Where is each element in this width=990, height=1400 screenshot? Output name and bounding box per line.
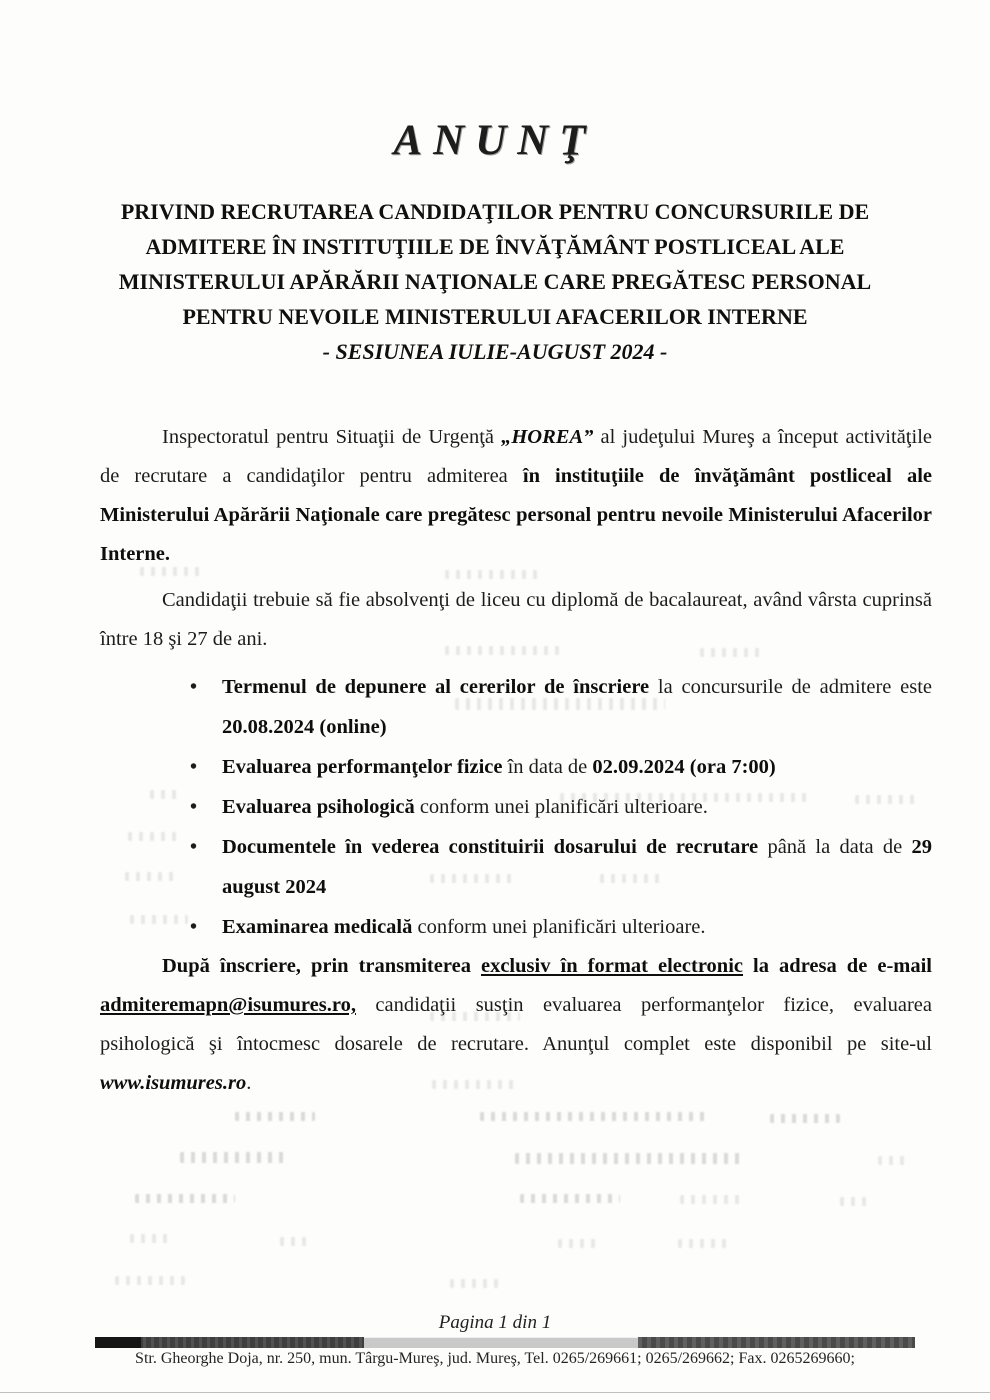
bullet-icon: • [190, 836, 198, 858]
exam-date: 02.09.2024 (ora 7:00) [592, 756, 776, 778]
text-run: al judeţului Mureş a început activităţile de recrutare a candidaţilor pentru admiterea [100, 426, 932, 487]
bleed-through-artifact [280, 1237, 310, 1246]
text-run: Inspectoratul pentru Situaţii de Urgenţă [162, 426, 502, 448]
bullet-item [190, 907, 932, 947]
bullet-icon: • [190, 916, 198, 938]
bleed-through-artifact [445, 570, 540, 579]
text-run: la concursurile de admitere este [649, 676, 932, 698]
bleed-through-artifact [432, 1080, 520, 1089]
bleed-through-artifact [855, 795, 915, 804]
bleed-through-artifact [558, 1239, 600, 1248]
bullet-item [190, 747, 932, 787]
electronic-format-emphasis: exclusiv în format electronic [480, 955, 744, 977]
footer-address: Str. Gheorghe Doja, nr. 250, mun. Târgu-Mureş, jud. Mureş, Tel. 0265/269661; 0265/269662; Fax. 0265269660; [135, 1350, 855, 1367]
bleed-through-artifact [770, 1114, 840, 1123]
document-body [100, 418, 932, 1103]
bleed-through-artifact [480, 1112, 710, 1121]
document-title: ANUNŢ [393, 117, 597, 164]
separator-bar [95, 1337, 915, 1348]
text-run-bold: Documentele în vederea constituirii dosarului de recrutare [222, 836, 759, 858]
bullet-icon: • [190, 796, 198, 818]
bleed-through-artifact [130, 1234, 172, 1243]
email-address: admiteremapn@isumures.ro, [100, 994, 356, 1016]
bleed-through-artifact [680, 1195, 740, 1204]
text-run-bold: la adresa de e-mail [743, 955, 932, 977]
paragraph-eligibility: Candidaţii trebuie să fie absolvenţi de liceu cu diplomă de bacalaureat, având vârsta cuprinsă între 18 şi 27 de ani. [100, 589, 932, 650]
bleed-through-artifact [878, 1156, 910, 1165]
bottom-scan-line [0, 1392, 990, 1393]
heading-line-1: PRIVIND RECRUTAREA CANDIDAŢILOR PENTRU CONCURSURILE DE [120, 199, 870, 224]
bleed-through-artifact [235, 1112, 315, 1121]
text-run: conform unei planificări ulterioare. [412, 916, 706, 938]
bleed-through-artifact [150, 790, 180, 799]
separator-bar-light-segment [364, 1337, 638, 1348]
bleed-through-artifact [115, 1276, 185, 1285]
bleed-through-artifact [430, 1012, 520, 1021]
bleed-through-artifact [455, 698, 665, 710]
text-run: în data de [502, 756, 593, 778]
text-run: . [246, 1072, 252, 1094]
text-run: până la data de [758, 836, 912, 858]
unit-name-horea: „HOREA” [501, 426, 594, 448]
bleed-through-artifact [520, 1194, 620, 1203]
page-number: Pagina 1 din 1 [438, 1312, 552, 1333]
bullet-item [190, 827, 933, 907]
bleed-through-artifact [180, 1152, 290, 1163]
website-url: www.isumures.ro [100, 1072, 247, 1094]
text-run-bold: Examinarea medicală [222, 916, 413, 938]
bullet-icon: • [190, 676, 198, 698]
text-run-bold: Evaluarea performanţelor fizice [222, 756, 503, 778]
text-run-bold: Termenul de depunere al cererilor de înscriere [222, 676, 650, 698]
separator-bar-right-segment [638, 1337, 915, 1348]
bleed-through-artifact [450, 1279, 500, 1288]
text-run-bold: Evaluarea psihologică [222, 796, 415, 818]
bleed-through-artifact [135, 1194, 235, 1203]
bleed-through-artifact [560, 793, 810, 802]
bleed-through-artifact [840, 1197, 870, 1206]
bleed-through-artifact [125, 872, 180, 881]
bullet-icon: • [190, 756, 198, 778]
heading-line-3: MINISTERULUI APĂRĂRII NAŢIONALE CARE PREGĂTESC PERSONAL [118, 269, 872, 294]
bleed-through-artifact [678, 1239, 728, 1248]
bleed-through-artifact [140, 567, 200, 576]
paragraph-intro [100, 418, 932, 574]
bleed-through-artifact [700, 648, 760, 657]
bleed-through-artifact [430, 874, 515, 883]
text-run-bold: în instituţiile de învăţământ postliceal ale Ministerului Apărării Naţionale care pregătesc personal pentru nevoile Ministerului Afacerilor Interne. [100, 465, 932, 565]
deadline-date: 20.08.2024 (online) [222, 716, 387, 738]
session-line: - SESIUNEA IULIE-AUGUST 2024 - [322, 339, 668, 364]
separator-bar-left-cap [95, 1337, 141, 1348]
text-run: conform unei planificări ulterioare. [414, 796, 708, 818]
document-heading [60, 194, 930, 369]
text-run: candidaţii susţin evaluarea performanţelor fizice, evaluarea psihologică şi întocmesc dosarele de recrutare. Anunţul complet este disponibil pe site-ul [100, 994, 932, 1055]
heading-line-2: ADMITERE ÎN INSTITUŢIILE DE ÎNVĂŢĂMÂNT POSTLICEAL ALE [145, 234, 845, 259]
text-run-bold: După înscriere, prin transmiterea [162, 955, 481, 977]
bleed-through-artifact [515, 1153, 745, 1164]
bleed-through-artifact [130, 915, 188, 924]
dossier-date: 29 august 2024 [222, 836, 933, 898]
heading-line-4: PENTRU NEVOILE MINISTERULUI AFACERILOR INTERNE [182, 304, 808, 329]
bleed-through-artifact [600, 874, 660, 883]
bleed-through-artifact [128, 832, 180, 841]
bleed-through-artifact [445, 646, 565, 655]
